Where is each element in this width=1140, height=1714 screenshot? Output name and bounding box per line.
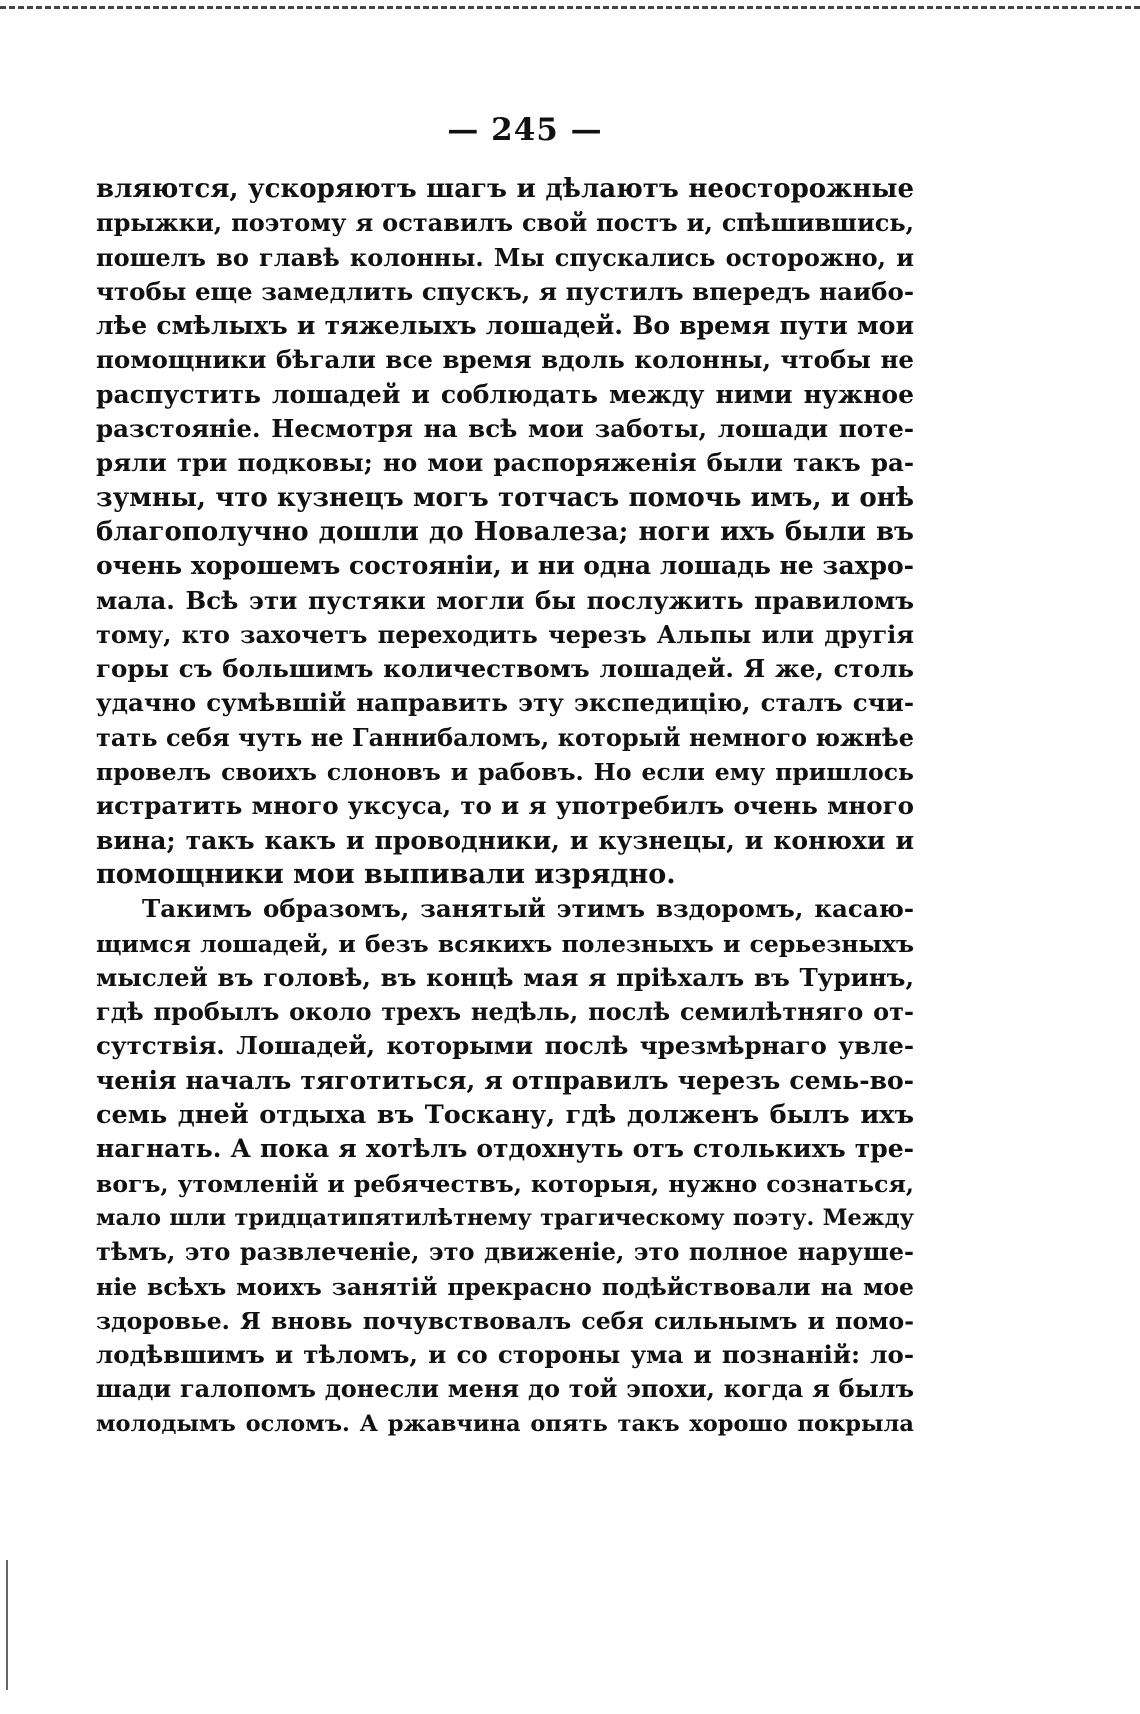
text-line: ніе всѣхъ моихъ занятій прекрасно подѣйствовали на мое bbox=[96, 1272, 914, 1301]
text-line: вогъ, утомленій и ребячествъ, которыя, нужно сознаться, bbox=[96, 1169, 914, 1198]
text-line: помощники бѣгали все время вдоль колонны, чтобы не bbox=[96, 345, 914, 375]
text-line: мала. Всѣ эти пустяки могли бы послужить правиломъ bbox=[96, 585, 914, 615]
text-line: горы съ большимъ количествомъ лошадей. Я же, столь bbox=[96, 654, 914, 684]
text-line: ряли три подковы; но мои распоряженія были такъ ра- bbox=[96, 448, 914, 478]
text-line: щимся лошадей, и безъ всякихъ полезныхъ и серьезныхъ bbox=[96, 929, 914, 958]
text-line: молодымъ осломъ. А ржавчина опять такъ хорошо покрыла bbox=[96, 1410, 914, 1437]
text-line: истратить много уксуса, то и я употребилъ очень много bbox=[96, 791, 914, 821]
text-line: гдѣ пробылъ около трехъ недѣль, послѣ семилѣтняго от- bbox=[96, 997, 914, 1027]
left-edge-rule bbox=[6, 1560, 8, 1690]
text-line: нагнать. А пока я хотѣлъ отдохнуть отъ столькихъ тре- bbox=[96, 1134, 914, 1164]
text-line: вляются, ускоряютъ шагъ и дѣлаютъ неосторожные bbox=[96, 174, 914, 204]
text-line: мыслей въ головѣ, въ концѣ мая я пріѣхалъ въ Туринъ, bbox=[96, 962, 914, 992]
text-line: зумны, что кузнецъ могъ тотчасъ помочь имъ, и онѣ bbox=[96, 482, 914, 513]
text-line: Такимъ образомъ, занятый этимъ вздоромъ, касаю- bbox=[142, 894, 914, 924]
text-line: чтобы еще замедлить спускъ, я пустилъ впередъ наибо- bbox=[96, 276, 914, 306]
text-line: благополучно дошли до Новалеза; ноги ихъ были въ bbox=[96, 516, 914, 547]
text-line: лѣе смѣлыхъ и тяжелыхъ лошадей. Во время пути мои bbox=[96, 311, 914, 341]
text-line: здоровье. Я вновь почувствовалъ себя сильнымъ и помо- bbox=[96, 1306, 914, 1335]
text-line: удачно сумѣвшій направить эту экспедицію, сталъ счи- bbox=[96, 688, 914, 718]
text-line: шади галопомъ донесли меня до той эпохи, когда я былъ bbox=[96, 1374, 914, 1404]
text-line: разстояніе. Несмотря на всѣ мои заботы, лошади поте- bbox=[96, 414, 914, 444]
book-page bbox=[96, 112, 914, 1441]
top-edge-rule bbox=[0, 6, 1140, 9]
text-line: прыжки, поэтому я оставилъ свой постъ и, спѣшившись, bbox=[96, 208, 914, 238]
text-line: распустить лошадей и соблюдать между ними нужное bbox=[96, 379, 914, 409]
page-number: — 245 — bbox=[447, 112, 603, 148]
paragraph-1 bbox=[96, 172, 914, 892]
text-line: сутствія. Лошадей, которыми послѣ чрезмѣрнаго увле- bbox=[96, 1031, 914, 1061]
text-line: помощники мои выпивали изрядно. bbox=[96, 858, 676, 890]
text-line: мало шли тридцатипятилѣтнему трагическому поэту. Между bbox=[96, 1204, 914, 1231]
text-line: тать себя чуть не Ганнибаломъ, который немного южнѣе bbox=[96, 722, 914, 752]
text-line: тѣмъ, это развлеченіе, это движеніе, это полное наруше- bbox=[96, 1237, 914, 1267]
text-line: ченія началъ тяготиться, я отправилъ черезъ семь-во- bbox=[96, 1065, 914, 1095]
text-line: семь дней отдыха въ Тоскану, гдѣ долженъ былъ ихъ bbox=[96, 1100, 914, 1131]
text-line: вина; такъ какъ и проводники, и кузнецы, и конюхи и bbox=[96, 825, 914, 855]
text-line: пошелъ во главѣ колонны. Мы спускались осторожно, и bbox=[96, 242, 914, 272]
text-line: лодѣвшимъ и тѣломъ, и со стороны ума и познаній: ло- bbox=[96, 1340, 914, 1370]
text-line: тому, кто захочетъ переходить черезъ Альпы или другія bbox=[96, 619, 914, 649]
paragraph-2 bbox=[96, 892, 914, 1441]
text-line: провелъ своихъ слоновъ и рабовъ. Но если ему пришлось bbox=[96, 758, 914, 787]
text-line: очень хорошемъ состояніи, и ни одна лошадь не захро- bbox=[96, 551, 914, 581]
